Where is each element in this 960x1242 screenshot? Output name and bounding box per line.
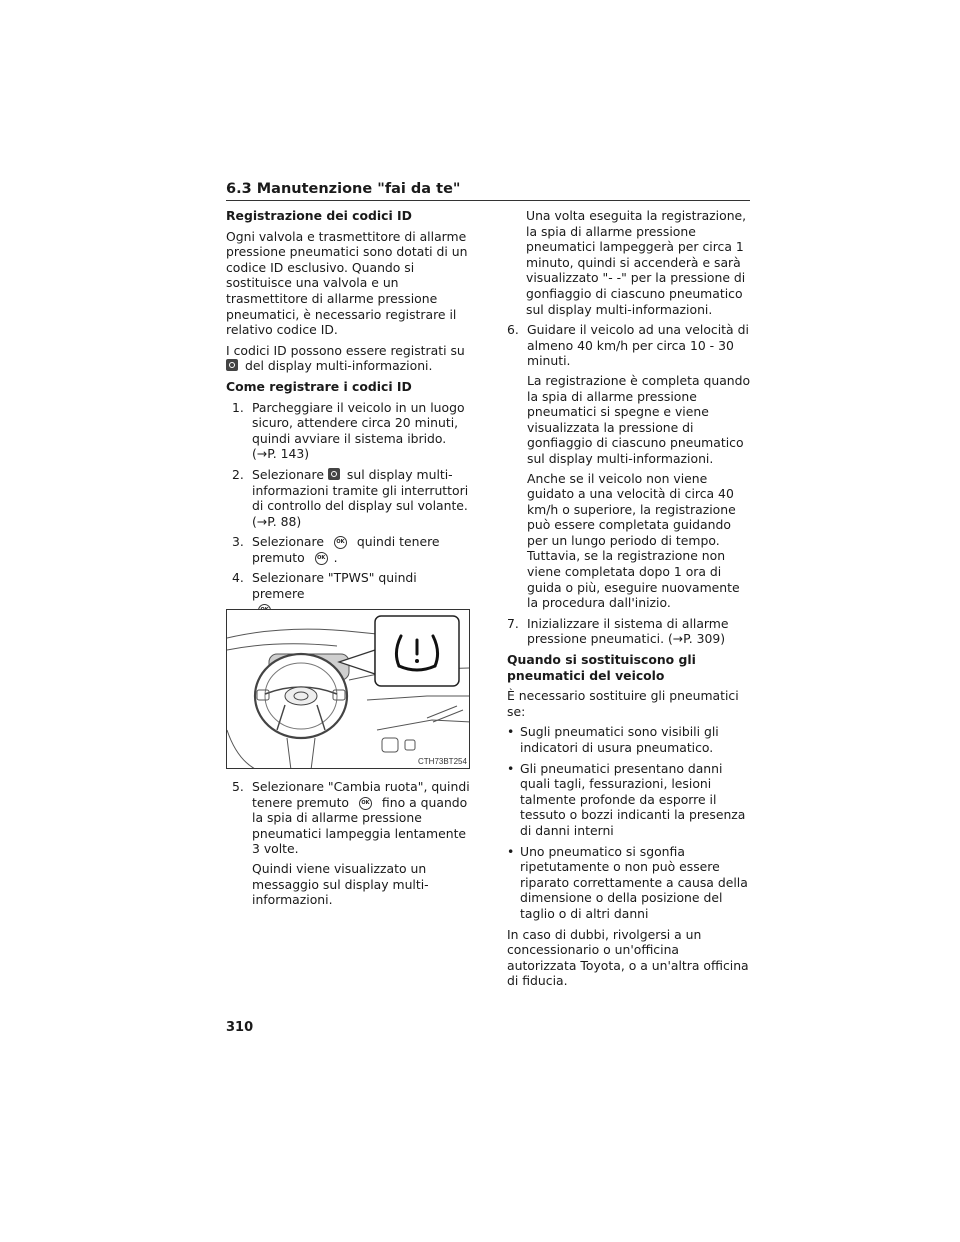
list-item-text: Gli pneumatici presentano danni quali tagli, fessurazioni, lesioni talmente profonde da esporre il tessuto o bozzi indicanti la presenza di danni interni — [520, 760, 746, 838]
step-3-text-a: Selezionare — [252, 534, 324, 550]
ok-button-icon: OK — [334, 536, 347, 549]
list-item-text: Uno pneumatico si sgonfia ripetutamente o non può essere riparato correttamente a causa della dimensione o della posizione del taglio o di altri danni — [520, 843, 748, 921]
step-number: 7. — [507, 615, 519, 631]
step-text: Inizializzare il sistema di allarme pressione pneumatici. (→P. 309) — [527, 615, 729, 647]
step-5 — [232, 779, 471, 908]
dashboard-illustration — [226, 609, 470, 769]
ok-button-icon: OK — [359, 797, 372, 810]
page-number: 310 — [226, 1020, 254, 1035]
step-6 — [507, 322, 752, 611]
header-rule — [226, 200, 750, 201]
settings-gear-icon — [328, 468, 340, 480]
step-2-text-b: sul display multi-informazioni tramite gli interruttori di controllo del display sul volante. (→P. 88) — [252, 466, 469, 529]
step-number: 4. — [232, 570, 244, 586]
list-item-text: Sugli pneumatici sono visibili gli indicatori di usura pneumatico. — [520, 724, 719, 755]
step-number: 6. — [507, 322, 519, 338]
list-item — [507, 844, 752, 922]
right-column — [507, 208, 752, 994]
steering-wheel-tpms-illustration — [227, 610, 470, 769]
step-5-text-b: fino a quando la spia di allarme pressione pneumatici lampeggia lentamente 3 volte. — [252, 794, 468, 857]
para-register-text-b: del display multi-informazioni. — [244, 358, 433, 374]
step-number: 5. — [232, 779, 244, 794]
para-id-codes: Ogni valvola e trasmettitore di allarme pressione pneumatici sono dotati di un codice ID esclusivo. Quando si sostituisce una valvola e un trasmettitore di allarme pressione pneumatici, è necessario registrare il relativo codice ID. — [226, 228, 468, 338]
step-4-text-a: Selezionare "TPWS" quindi premere — [252, 570, 417, 602]
para-register-location — [226, 343, 471, 374]
left-column — [226, 208, 471, 622]
step-number: 3. — [232, 534, 244, 550]
step-text — [252, 779, 471, 857]
list-item — [507, 761, 752, 839]
step-2-text-a: Selezionare — [252, 466, 324, 482]
step-6-note-2: Anche se il veicolo non viene guidato a una velocità di circa 40 km/h o superiore, la registrazione può essere completata guidando per un lungo periodo di tempo. Tuttavia, se la registrazione non viene completata dopo 1 ora di guida o più, eseguire nuovamente la procedura dall'inizio. — [527, 470, 740, 611]
heading-registration: Registrazione dei codici ID — [226, 208, 412, 223]
step-text — [252, 467, 471, 529]
step-number: 1. — [232, 399, 244, 415]
step-text — [252, 534, 471, 565]
section-header: 6.3 Manutenzione "fai da te" — [226, 181, 461, 197]
step-text: Guidare il veicolo ad una velocità di almeno 40 km/h per circa 10 - 30 minuti. — [527, 322, 749, 369]
step-6-note-1: La registrazione è completa quando la spia di allarme pressione pneumatici si spegne e viene visualizzata la pressione di gonfiaggio di ciascuno pneumatico sul display multi-informazioni. — [527, 372, 751, 466]
para-dealer-advice: In caso di dubbi, rivolgersi a un concessionario o un'officina autorizzata Toyota, o a un'altra officina di fiducia. — [507, 926, 749, 989]
step-3 — [232, 534, 471, 565]
heading-tire-replacement: Quando si sostituiscono gli pneumatici del veicolo — [507, 652, 696, 683]
para-register-text-a: I codici ID possono essere registrati su — [226, 342, 465, 358]
figure-code: CTH73BT254 — [418, 757, 467, 766]
settings-gear-icon — [226, 359, 238, 371]
bullet-icon: • — [507, 724, 515, 740]
step-text: Parcheggiare il veicolo in un luogo sicuro, attendere circa 20 minuti, quindi avviare il sistema ibrido. (→P. 143) — [252, 399, 465, 462]
step-5-continued — [507, 208, 752, 317]
left-column-continued — [226, 779, 471, 913]
list-item — [507, 724, 752, 755]
para-replace-if: È necessario sostituire gli pneumatici se: — [507, 688, 739, 719]
tpms-warning-dot — [415, 659, 419, 663]
step-2 — [232, 467, 471, 529]
heading-how-to-register: Come registrare i codici ID — [226, 378, 412, 394]
step-5-text-a: Selezionare "Cambia ruota", quindi tenere premuto — [252, 779, 470, 810]
bullet-icon: • — [507, 843, 515, 859]
step-3-text-c: . — [333, 549, 338, 565]
step-1 — [232, 400, 471, 462]
step-number: 2. — [232, 466, 244, 482]
step-5-continued-text: Una volta eseguita la registrazione, la spia di allarme pressione pneumatici lampeggerà per circa 1 minuto, quindi si accenderà e sarà visualizzato "- -" per la pressione di gonfiaggio di ciascuno pneumatico sul display multi-informazioni. — [526, 208, 747, 317]
step-3-text-b: quindi tenere premuto — [252, 534, 440, 565]
step-7 — [507, 616, 752, 647]
bullet-icon: • — [507, 760, 515, 776]
ok-button-icon: OK — [315, 552, 328, 565]
step-5-note: Quindi viene visualizzato un messaggio sul display multi-informazioni. — [252, 860, 429, 908]
